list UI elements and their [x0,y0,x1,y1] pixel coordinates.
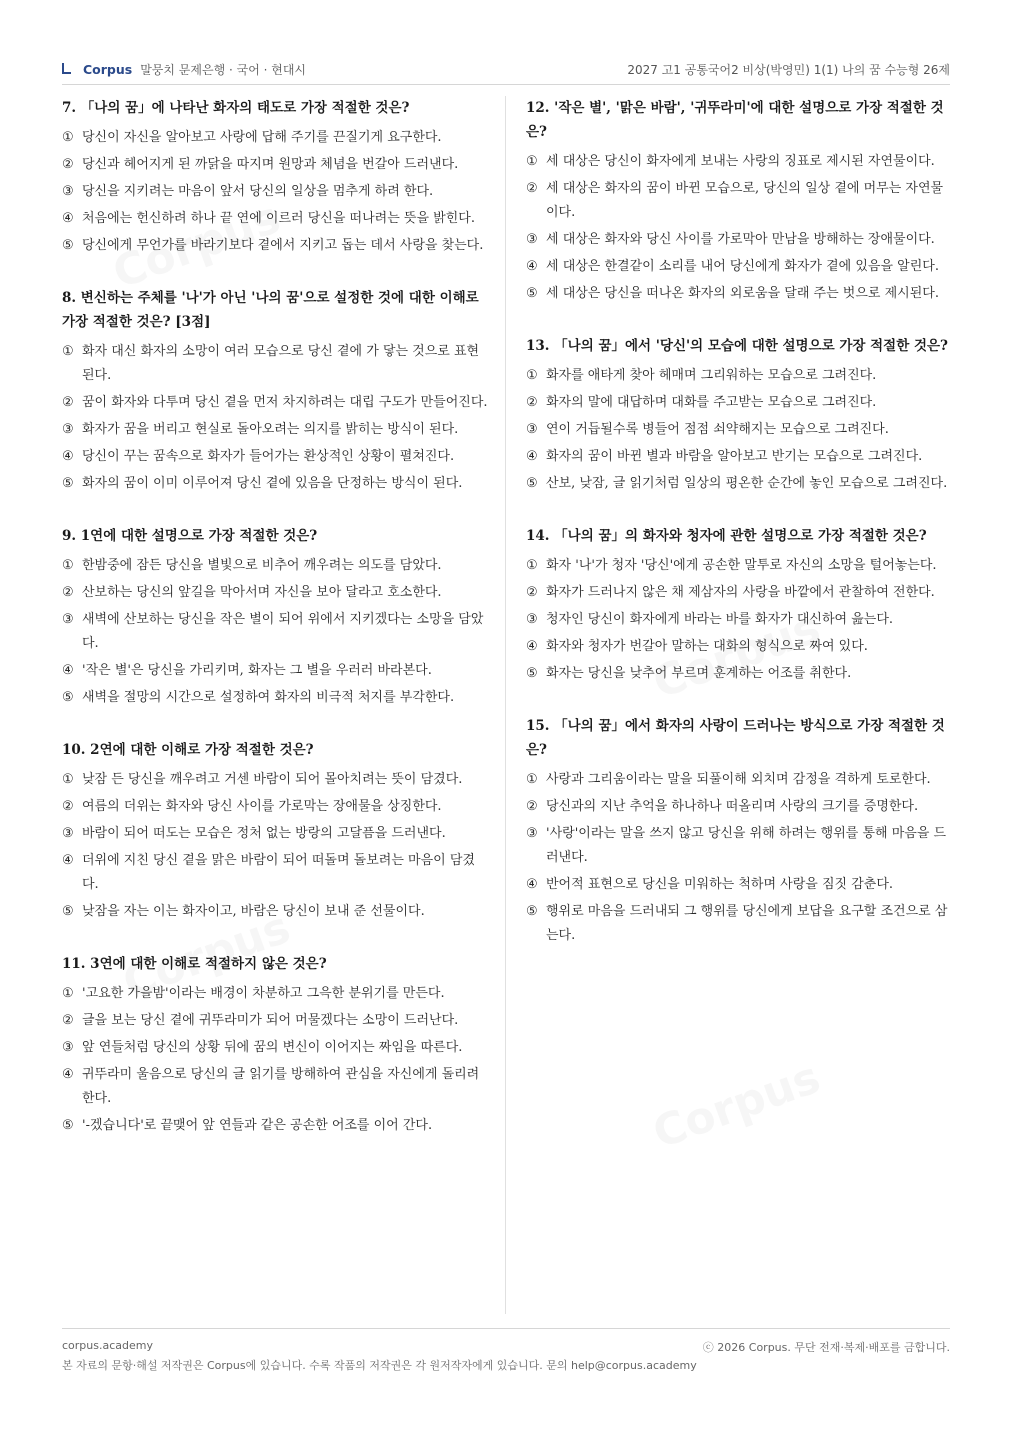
answer-choice[interactable] [62,234,490,258]
choice-text: 새벽에 산보하는 당신을 작은 별이 되어 위에서 지키겠다는 소망을 담았다. [82,612,484,651]
choice-number: ⑤ [526,666,538,681]
choice-text: 한밤중에 잠든 당신을 별빛으로 비추어 깨우려는 의도를 담았다. [82,558,442,573]
choice-text: 화자가 꿈을 버리고 현실로 돌아오려는 의지를 밝히는 방식이 된다. [82,422,459,437]
choice-number: ② [526,799,538,814]
answer-choice[interactable] [62,795,490,819]
question-title: 9. 1연에 대한 설명으로 가장 적절한 것은? [62,528,318,544]
question-7 [62,96,490,258]
choice-number: ③ [62,1040,74,1055]
answer-choice[interactable] [526,445,950,469]
question-title: 8. 변신하는 주체를 '나'가 아닌 '나의 꿈'으로 설정한 것에 대한 이해로 가장 적절한 것은? [3점] [62,290,479,330]
choice-text: 앞 연들처럼 당신의 상황 뒤에 꿈의 변신이 이어지는 짜임을 따른다. [82,1040,463,1055]
choice-text: 화자의 말에 대답하며 대화를 주고받는 모습으로 그려진다. [546,395,877,410]
page-footer [62,1328,950,1375]
choice-text: 연이 거듭될수록 병들어 점점 쇠약해지는 모습으로 그려진다. [546,422,889,437]
choice-text: 당신이 꾸는 꿈속으로 화자가 들어가는 환상적인 상황이 펼쳐진다. [82,449,455,464]
answer-choice[interactable] [526,608,950,632]
answer-choice[interactable] [526,391,950,415]
answer-choice[interactable] [62,180,490,204]
answer-choice[interactable] [526,150,950,174]
choice-number: ① [62,344,74,359]
choice-text: 세 대상은 당신을 떠나온 화자의 외로움을 달래 주는 벗으로 제시된다. [546,286,939,301]
choice-number: ② [62,1013,74,1028]
choice-number: ⑤ [62,904,74,919]
choice-number: ① [526,368,538,383]
choice-number: ⑤ [62,690,74,705]
answer-choice[interactable] [526,418,950,442]
choice-number: ③ [526,232,538,247]
column-divider [505,96,506,1314]
answer-choice[interactable] [62,581,490,605]
choice-text: 당신에게 무언가를 바라기보다 곁에서 지키고 돕는 데서 사랑을 찾는다. [82,238,484,253]
choice-text: 세 대상은 한결같이 소리를 내어 당신에게 화자가 곁에 있음을 알린다. [546,259,939,274]
answer-choice[interactable] [62,659,490,683]
choice-number: ③ [62,184,74,199]
choice-text: 글을 보는 당신 곁에 귀뚜라미가 되어 머물겠다는 소망이 드러난다. [82,1013,459,1028]
answer-choice[interactable] [526,662,950,686]
choice-number: ② [526,181,538,196]
choice-number: ⑤ [526,286,538,301]
brand-subtitle: 말뭉치 문제은행 · 국어 · 현대시 [140,63,307,77]
brand-name: Corpus [83,62,133,77]
answer-choice[interactable] [62,391,490,415]
choice-number: ② [62,799,74,814]
choice-number: ② [526,585,538,600]
choice-text: 화자의 꿈이 바뀐 별과 바람을 알아보고 반기는 모습으로 그려진다. [546,449,923,464]
choice-text: '고요한 가을밤'이라는 배경이 차분하고 그윽한 분위기를 만든다. [82,986,445,1001]
question-title: 7. 「나의 꿈」에 나타난 화자의 태도로 가장 적절한 것은? [62,100,410,116]
choice-text: 더위에 지친 당신 곁을 맑은 바람이 되어 떠돌며 돌보려는 마음이 담겼다. [82,853,475,892]
question-9 [62,524,490,710]
choice-text: '-겠습니다'로 끝맺어 앞 연들과 같은 공손한 어조를 이어 간다. [82,1118,433,1133]
answer-choice[interactable] [62,608,490,656]
footer-copyright: ⓒ 2026 Corpus. 무단 전재·복제·배포를 금합니다. [702,1341,950,1354]
choice-text: 사랑과 그리움이라는 말을 되풀이해 외치며 감정을 격하게 토로한다. [546,772,931,787]
choice-number: ④ [526,259,538,274]
choice-text: 처음에는 헌신하려 하나 끝 연에 이르러 당신을 떠나려는 뜻을 밝힌다. [82,211,475,226]
page-header [62,56,950,85]
choice-number: ③ [526,826,538,841]
answer-choice[interactable] [62,472,490,496]
answer-choice[interactable] [526,282,950,306]
choice-number: ② [62,157,74,172]
choice-text: 당신과 헤어지게 된 까닭을 따지며 원망과 체념을 번갈아 드러낸다. [82,157,459,172]
choice-text: 행위로 마음을 드러내되 그 행위를 당신에게 보답을 요구할 조건으로 삼는다. [546,904,948,943]
document-info: 2027 고1 공통국어2 비상(박영민) 1(1) 나의 꿈 수능형 26제 [627,63,950,77]
choice-text: 당신이 자신을 알아보고 사랑에 답해 주기를 끈질기게 요구한다. [82,130,442,145]
right-column [526,96,950,976]
answer-choice[interactable] [62,1063,490,1111]
choice-text: 화자를 애타게 찾아 헤매며 그리워하는 모습으로 그려진다. [546,368,877,383]
answer-choice[interactable] [62,445,490,469]
choice-number: ③ [62,422,74,437]
question-12 [526,96,950,306]
answer-choice[interactable] [526,635,950,659]
answer-choice[interactable] [62,982,490,1006]
choice-text: 화자는 당신을 낮추어 부르며 훈계하는 어조를 취한다. [546,666,852,681]
answer-choice[interactable] [62,153,490,177]
question-13 [526,334,950,496]
choice-text: 화자가 드러나지 않은 채 제삼자의 사랑을 바깥에서 관찰하여 전한다. [546,585,935,600]
watermark [647,1052,827,1159]
choice-text: 화자와 청자가 번갈아 말하는 대화의 형식으로 짜여 있다. [546,639,868,654]
choice-text: 새벽을 절망의 시간으로 설정하여 화자의 비극적 처지를 부각한다. [82,690,455,705]
choice-text: 바람이 되어 떠도는 모습은 정처 없는 방랑의 고달픔을 드러낸다. [82,826,446,841]
choice-text: 화자 대신 화자의 소망이 여러 모습으로 당신 곁에 가 닿는 것으로 표현된다. [82,344,480,383]
choice-number: ① [526,558,538,573]
left-column [62,96,490,1166]
choice-text: '사랑'이라는 말을 쓰지 않고 당신을 위해 하려는 행위를 통해 마음을 드러낸다. [546,826,947,865]
choice-number: ② [62,395,74,410]
choice-text: 여름의 더위는 화자와 당신 사이를 가로막는 장애물을 상징한다. [82,799,442,814]
choice-text: 세 대상은 화자와 당신 사이를 가로막아 만남을 방해하는 장애물이다. [546,232,935,247]
choice-number: ⑤ [526,904,538,919]
choice-number: ③ [62,826,74,841]
choice-number: ⑤ [62,238,74,253]
choice-text: 산보하는 당신의 앞길을 막아서며 자신을 보아 달라고 호소한다. [82,585,442,600]
question-8 [62,286,490,496]
choice-text: '작은 별'은 당신을 가리키며, 화자는 그 별을 우러러 바라본다. [82,663,432,678]
question-title: 12. '작은 별', '맑은 바람', '귀뚜라미'에 대한 설명으로 가장 적절한 것은? [526,100,944,140]
answer-choice[interactable] [62,686,490,710]
choice-number: ④ [62,449,74,464]
answer-choice[interactable] [526,255,950,279]
answer-choice[interactable] [62,822,490,846]
answer-choice[interactable] [62,1114,490,1138]
choice-number: ② [526,395,538,410]
footer-notice: 본 자료의 문항·해설 저작권은 Corpus에 있습니다. 수록 작품의 저작권은 각 원저작자에게 있습니다. 문의 help@corpus.academy [62,1359,697,1372]
answer-choice[interactable] [62,418,490,442]
choice-text: 당신과의 지난 추억을 하나하나 떠올리며 사랑의 크기를 증명한다. [546,799,919,814]
answer-choice[interactable] [526,581,950,605]
choice-number: ④ [526,639,538,654]
question-title: 13. 「나의 꿈」에서 '당신'의 모습에 대한 설명으로 가장 적절한 것은? [526,338,948,354]
answer-choice[interactable] [62,340,490,388]
answer-choice[interactable] [526,900,950,948]
choice-number: ④ [62,211,74,226]
answer-choice[interactable] [526,177,950,225]
choice-text: 낮잠 든 당신을 깨우려고 거센 바람이 되어 몰아치려는 뜻이 담겼다. [82,772,463,787]
choice-number: ⑤ [62,1118,74,1133]
question-15 [526,714,950,948]
choice-number: ⑤ [62,476,74,491]
choice-number: ④ [526,449,538,464]
choice-number: ① [62,772,74,787]
choice-number: ③ [526,422,538,437]
answer-choice[interactable] [62,1009,490,1033]
question-10 [62,738,490,924]
choice-number: ① [526,154,538,169]
answer-choice[interactable] [526,472,950,496]
choice-number: ① [62,986,74,1001]
answer-choice[interactable] [526,795,950,819]
answer-choice[interactable] [62,207,490,231]
choice-number: ② [62,585,74,600]
choice-number: ③ [526,612,538,627]
answer-choice[interactable] [62,849,490,897]
choice-text: 귀뚜라미 울음으로 당신의 글 읽기를 방해하여 관심을 자신에게 돌리려 한다. [82,1067,480,1106]
choice-text: 세 대상은 화자의 꿈이 바뀐 모습으로, 당신의 일상 곁에 머무는 자연물이다. [546,181,944,220]
choice-text: 산보, 낮잠, 글 읽기처럼 일상의 평온한 순간에 놓인 모습으로 그려진다. [546,476,948,491]
choice-number: ① [62,130,74,145]
choice-number: ④ [62,853,74,868]
choice-number: ③ [62,612,74,627]
question-title: 11. 3연에 대한 이해로 적절하지 않은 것은? [62,956,327,972]
footer-site-link[interactable]: corpus.academy [62,1339,153,1352]
question-14 [526,524,950,686]
answer-choice[interactable] [62,900,490,924]
answer-choice[interactable] [526,768,950,792]
answer-choice[interactable] [526,822,950,870]
question-title: 14. 「나의 꿈」의 화자와 청자에 관한 설명으로 가장 적절한 것은? [526,528,927,544]
answer-choice[interactable] [526,873,950,897]
answer-choice[interactable] [62,768,490,792]
choice-text: 반어적 표현으로 당신을 미워하는 척하며 사랑을 짐짓 감춘다. [546,877,894,892]
answer-choice[interactable] [526,364,950,388]
choice-text: 청자인 당신이 화자에게 바라는 바를 화자가 대신하여 읊는다. [546,612,894,627]
choice-number: ⑤ [526,476,538,491]
choice-text: 낮잠을 자는 이는 화자이고, 바람은 당신이 보내 준 선물이다. [82,904,425,919]
answer-choice[interactable] [62,1036,490,1060]
choice-text: 세 대상은 당신이 화자에게 보내는 사랑의 징표로 제시된 자연물이다. [546,154,935,169]
brand [62,61,306,78]
choice-number: ④ [526,877,538,892]
choice-number: ④ [62,663,74,678]
answer-choice[interactable] [526,554,950,578]
question-11 [62,952,490,1138]
choice-text: 당신을 지키려는 마음이 앞서 당신의 일상을 멈추게 하려 한다. [82,184,434,199]
choice-number: ④ [62,1067,74,1082]
answer-choice[interactable] [526,228,950,252]
choice-number: ① [62,558,74,573]
choice-number: ① [526,772,538,787]
choice-text: 화자 '나'가 청자 '당신'에게 공손한 말투로 자신의 소망을 털어놓는다. [546,558,937,573]
corpus-logo-icon [62,63,71,74]
answer-choice[interactable] [62,126,490,150]
answer-choice[interactable] [62,554,490,578]
choice-text: 화자의 꿈이 이미 이루어져 당신 곁에 있음을 단정하는 방식이 된다. [82,476,463,491]
choice-text: 꿈이 화자와 다투며 당신 곁을 먼저 차지하려는 대립 구도가 만들어진다. [82,395,488,410]
question-title: 15. 「나의 꿈」에서 화자의 사랑이 드러나는 방식으로 가장 적절한 것은? [526,718,945,758]
question-title: 10. 2연에 대한 이해로 가장 적절한 것은? [62,742,314,758]
